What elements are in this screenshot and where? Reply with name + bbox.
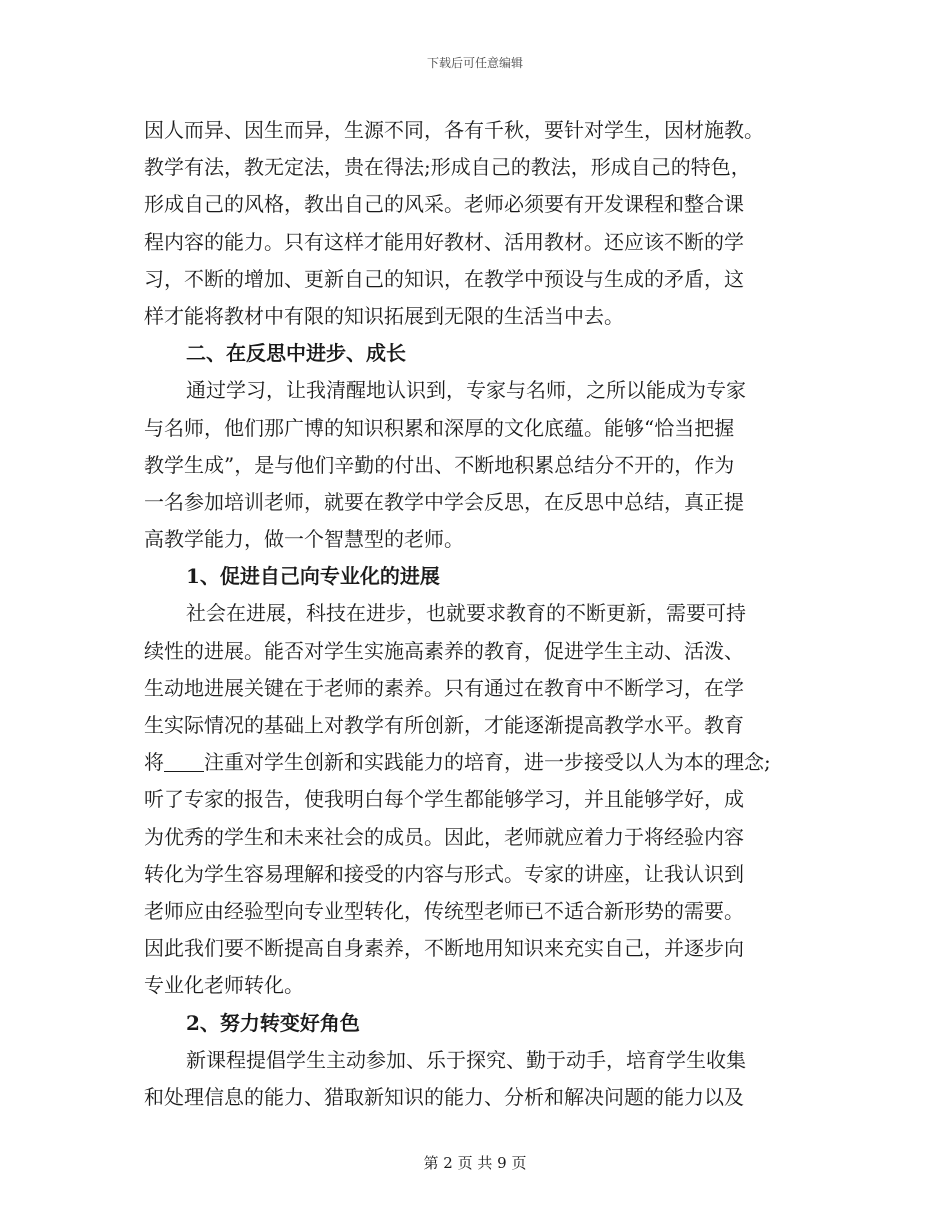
text-line: 和处理信息的能力、猎取新知识的能力、分析和解决问题的能力以及: [144, 1084, 744, 1109]
text-line: 为优秀的学生和未来社会的成员。因此，老师就应着力于将经验内容: [144, 824, 744, 849]
text-line: 专业化老师转化。: [144, 973, 304, 998]
text-line: 因人而异、因生而异，生源不同，各有千秋，要针对学生，因材施教。: [144, 118, 764, 142]
text-line: 通过学习，让我清醒地认识到，专家与名师，之所以能成为专家: [186, 378, 746, 403]
text-line: 形成自己的风格，教出自己的风采。老师必须要有开发课程和整合课: [144, 192, 744, 217]
fill-blank: [164, 751, 204, 772]
text-line: [144, 744, 808, 781]
text-line: 样才能将教材中有限的知识拓展到无限的生活当中去。: [144, 303, 624, 328]
text-line: 续性的进展。能否对学生实施高素养的教育，促进学生主动、活泼、: [144, 638, 744, 663]
text-line: 习，不断的增加、更新自己的知识，在教学中预设与生成的矛盾，这: [144, 266, 744, 291]
page-footer: 第 2 页 共 9 页: [423, 1154, 527, 1172]
text-fragment: 将: [144, 750, 164, 775]
document-body: [144, 112, 808, 1116]
subsection-heading: 2、努力转变好角色: [186, 1010, 360, 1035]
text-fragment: 注重对学生创新和实践能力的培育，进一步接受以人为本的理念;: [204, 750, 771, 775]
page-header: 下载后可任意编辑: [426, 56, 523, 70]
text-line: 因此我们要不断提高自身素养，不断地用知识来充实自己，并逐步向: [144, 936, 744, 961]
text-line: 生实际情况的基础上对教学有所创新，才能逐渐提高教学水平。教育: [144, 713, 744, 737]
text-line: 教学生成”，是与他们辛勤的付出、不断地积累总结分不开的，作为: [144, 452, 735, 477]
text-line: 听了专家的报告，使我明白每个学生都能够学习，并且能够学好，成: [144, 787, 744, 812]
text-line: 教学有法，教无定法，贵在得法;形成自己的教法，形成自己的特色，: [144, 155, 751, 180]
text-line: 新课程提倡学生主动参加、乐于探究、勤于动手，培育学生收集: [186, 1047, 746, 1072]
text-line: 社会在进展，科技在进步，也就要求教育的不断更新，需要可持: [186, 601, 746, 626]
text-line: 生动地进展关键在于老师的素养。只有通过在教育中不断学习，在学: [144, 675, 744, 700]
text-line: 与名师，他们那广博的知识积累和深厚的文化底蕴。能够“恰当把握: [144, 415, 735, 440]
subsection-heading: 1、促进自己向专业化的进展: [186, 564, 440, 589]
text-line: 高教学能力，做一个智慧型的老师。: [144, 527, 464, 552]
text-line: 一名参加培训老师，就要在教学中学会反思，在反思中总结，真正提: [144, 489, 744, 514]
text-line: 程内容的能力。只有这样才能用好教材、活用教材。还应该不断的学: [144, 229, 744, 254]
text-line: 转化为学生容易理解和接受的内容与形式。专家的讲座，让我认识到: [144, 861, 744, 886]
text-line: 老师应由经验型向专业型转化，传统型老师已不适合新形势的需要。: [144, 898, 744, 923]
section-heading: 二、在反思中进步、成长: [186, 341, 406, 366]
